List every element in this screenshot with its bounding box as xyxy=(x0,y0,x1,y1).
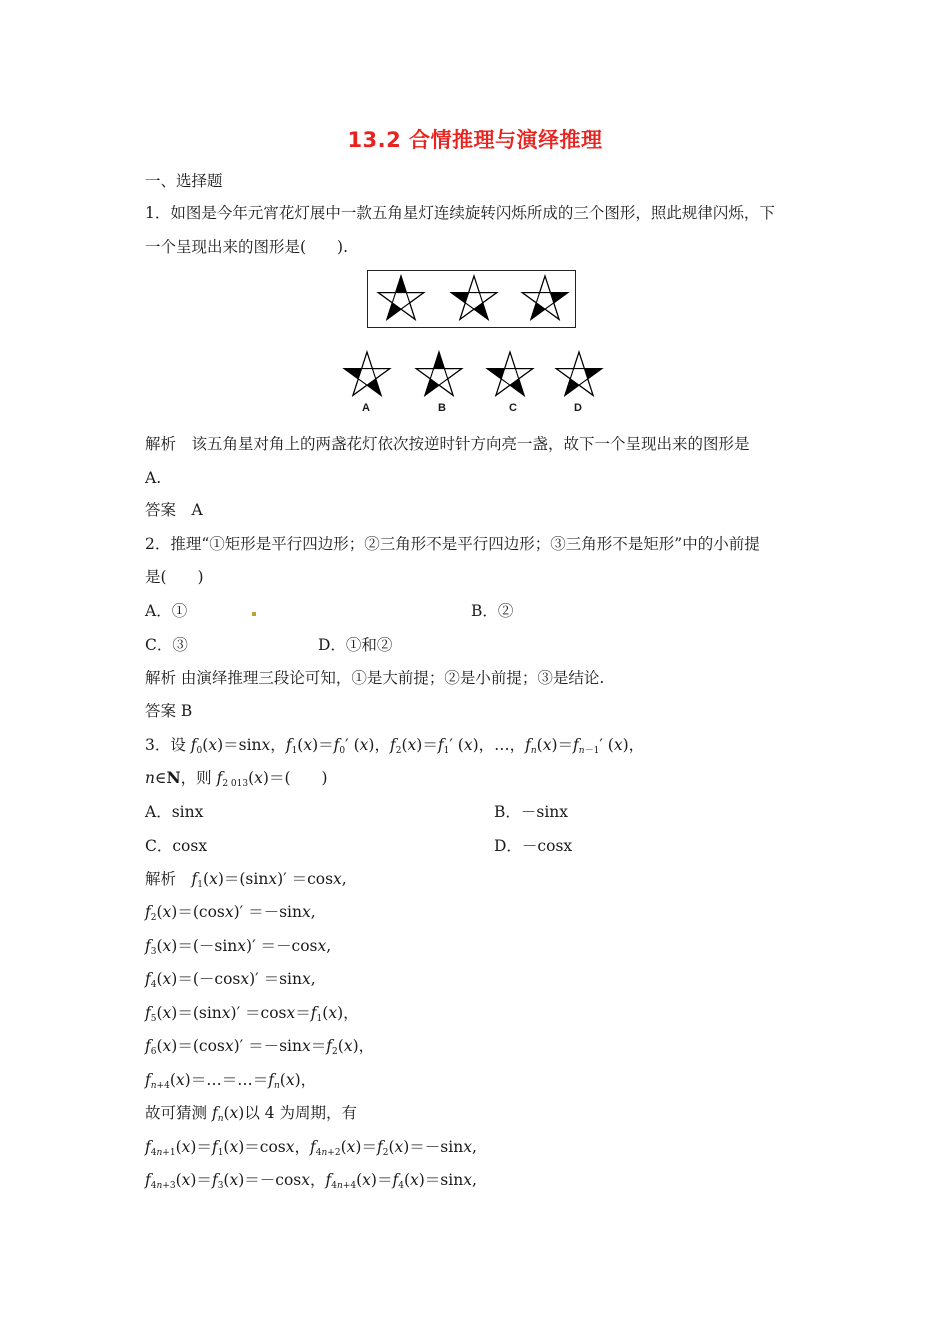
q2-stem-line2: 是( ) xyxy=(145,568,204,586)
q2-option-c: C．③ xyxy=(145,636,188,654)
star-arm xyxy=(505,352,516,369)
q3-analysis-line4: $f_4(x)=(-\cos x)' =\sin x$, xyxy=(145,970,316,990)
section-heading: 一、选择题 xyxy=(145,172,223,190)
star-figure xyxy=(0,0,950,420)
stray-dot xyxy=(252,612,256,616)
q1-analysis-line2: A. xyxy=(145,469,162,487)
star-arm xyxy=(574,352,585,369)
q3-analysis-line9: $f_{4n+1}(x)=f_1(x)=\cos x$，$f_{4n+2}(x)=f_2(x)=-\sin x$, xyxy=(145,1138,477,1158)
option-label-a: A xyxy=(362,402,370,414)
q3-option-a: A．sinx xyxy=(145,803,204,821)
q2-option-b: B．② xyxy=(471,602,514,620)
q3-stem-line1: 3．设 $f_0(x)=\sin x$，$f_1(x)=f_0'$ (x)，$f_2(x)=f_1'$ (x)，…，$f_n(x)=f_{n-1}'$ (x)， xyxy=(145,736,645,756)
sequence-star-1 xyxy=(378,276,424,319)
option-label-b: B xyxy=(438,402,446,414)
option-star-c xyxy=(487,352,533,395)
q1-answer: 答案 A xyxy=(145,501,203,519)
q2-analysis: 解析 由演绎推理三段论可知，①是大前提；②是小前提；③是结论. xyxy=(145,669,605,687)
q3-analysis-line3: $f_3(x)=(-\sin x)' =-\cos x$, xyxy=(145,937,332,957)
q3-analysis-line8: 故可猜测 $f_n(x)$以 4 为周期，有 xyxy=(145,1104,358,1124)
q1-stem-line2: 一个呈现出来的图形是( ). xyxy=(145,238,349,256)
q3-option-b: B．－sinx xyxy=(494,803,569,821)
q1-analysis-line1: 解析 该五角星对角上的两盏花灯依次按逆时针方向亮一盏，故下一个呈现出来的图形是 xyxy=(145,435,750,453)
q2-stem-line1: 2．推理“①矩形是平行四边形；②三角形不是平行四边形；③三角形不是矩形”中的小前提 xyxy=(145,535,760,553)
q1-stem-line1: 1．如图是今年元宵花灯展中一款五角星灯连续旋转闪烁所成的三个图形，照此规律闪烁，下 xyxy=(145,204,775,222)
q3-analysis-line2: $f_2(x)=(\cos x)' =-\sin x$, xyxy=(145,903,316,923)
option-star-a xyxy=(344,352,390,395)
sequence-star-2 xyxy=(451,276,497,319)
q3-stem-line2: n∈N，则 $f_{2 013}(x)=$( ) xyxy=(145,768,328,789)
analysis-label: 解析 xyxy=(145,870,177,888)
star-arm xyxy=(434,352,445,369)
q2-answer: 答案 B xyxy=(145,702,193,720)
q3-analysis-line10: $f_{4n+3}(x)=f_3(x)=-\cos x$，$f_{4n+4}(x)=f_4(x)=\sin x$, xyxy=(145,1171,477,1191)
q3-option-c: C．cosx xyxy=(145,837,208,855)
star-arm xyxy=(362,352,373,369)
sequence-star-3 xyxy=(522,276,568,319)
q3-analysis-line5: $f_5(x)=(\sin x)' =\cos x=f_1(x)$， xyxy=(145,1004,359,1024)
star-arm xyxy=(396,276,407,293)
q3-option-d: D．－cosx xyxy=(494,837,573,855)
q2-option-a: A．① xyxy=(145,602,188,620)
option-star-d xyxy=(556,352,602,395)
option-label-d: D xyxy=(574,402,582,414)
q3-analysis-line7: $f_{n+4}(x)=\dots=\dots=f_n(x)$， xyxy=(145,1071,317,1091)
star-arm xyxy=(469,276,480,293)
option-star-b xyxy=(416,352,462,395)
q2-option-d: D．①和② xyxy=(318,636,393,654)
star-arm xyxy=(540,276,551,293)
q3-analysis-line6: $f_6(x)=(\cos x)' =-\sin x=f_2(x)$， xyxy=(145,1037,375,1057)
option-label-c: C xyxy=(509,402,517,414)
page-title: 13.2 合情推理与演绎推理 xyxy=(347,128,603,152)
q3-analysis-line1: 解析 $f_1(x)=(\sin x)' =\cos x$, xyxy=(145,870,347,890)
